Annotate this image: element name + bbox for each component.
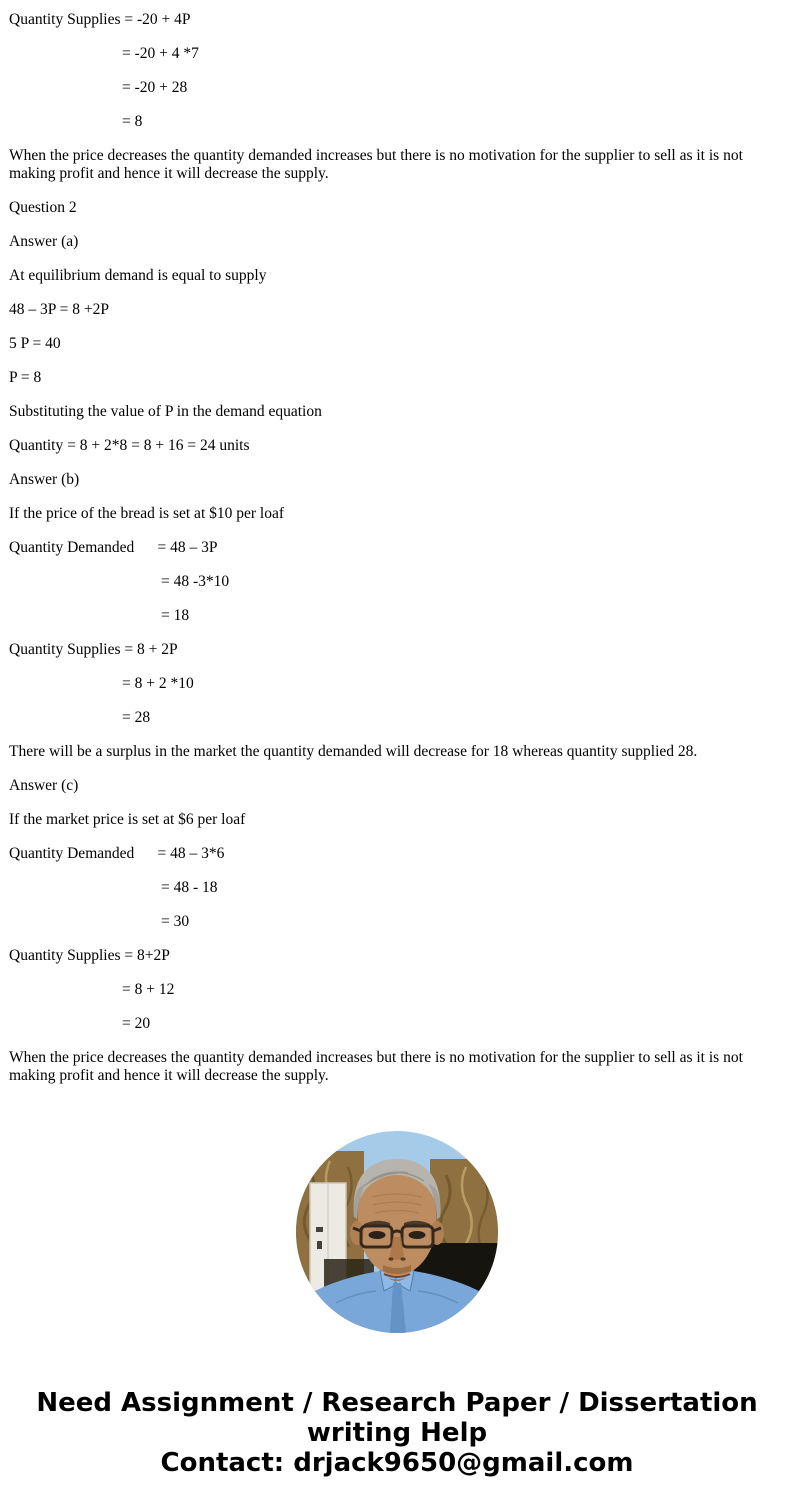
- doc-line: Substituting the value of P in the demand equation: [9, 403, 322, 420]
- doc-line: = 8 + 12: [122, 981, 175, 998]
- doc-line: Quantity = 8 + 2*8 = 8 + 16 = 24 units: [9, 437, 250, 454]
- doc-line: = 8: [122, 113, 143, 130]
- doc-line: Quantity Demanded = 48 – 3P: [9, 539, 218, 556]
- doc-line: There will be a surplus in the market the quantity demanded will decrease for 18 whereas quantity supplied 28.: [9, 743, 698, 760]
- doc-line: = 8 + 2 *10: [122, 675, 194, 692]
- doc-line: = -20 + 4 *7: [122, 45, 199, 62]
- doc-line: Quantity Supplies = -20 + 4P: [9, 11, 191, 28]
- doc-line: When the price decreases the quantity demanded increases but there is no motivation for the supplier to sell as it is not making profit and hence it will decrease the supply.: [9, 147, 747, 182]
- footer-contact-text: Contact: drjack9650@gmail.com: [160, 1448, 634, 1478]
- doc-line: At equilibrium demand is equal to supply: [9, 267, 267, 284]
- doc-line-question-2: Question 2: [9, 199, 77, 216]
- doc-line: = -20 + 28: [122, 79, 188, 96]
- doc-line: = 28: [122, 709, 151, 726]
- doc-line: When the price decreases the quantity demanded increases but there is no motivation for the supplier to sell as it is not making profit and hence it will decrease the supply.: [9, 1049, 747, 1084]
- doc-line: = 48 - 18: [161, 879, 218, 896]
- profile-photo-container: [0, 1131, 794, 1338]
- doc-line: Quantity Supplies = 8 + 2P: [9, 641, 178, 658]
- doc-line-answer-b: Answer (b): [9, 471, 80, 488]
- doc-line: If the price of the bread is set at $10 per loaf: [9, 505, 285, 522]
- profile-photo: [296, 1131, 498, 1333]
- doc-line: Quantity Supplies = 8+2P: [9, 947, 170, 964]
- doc-line: P = 8: [9, 369, 42, 386]
- doc-line: If the market price is set at $6 per loaf: [9, 811, 246, 828]
- doc-line: = 30: [161, 913, 190, 930]
- doc-line: = 20: [122, 1015, 151, 1032]
- footer-help-text: Need Assignment / Research Paper / Dissertation writing Help: [36, 1388, 758, 1448]
- doc-line-answer-c: Answer (c): [9, 777, 79, 794]
- doc-line: 48 – 3P = 8 +2P: [9, 301, 110, 318]
- doc-line: 5 P = 40: [9, 335, 61, 352]
- doc-line: = 48 -3*10: [161, 573, 230, 590]
- doc-line: = 18: [161, 607, 190, 624]
- doc-line: Quantity Demanded = 48 – 3*6: [9, 845, 225, 862]
- doc-line-answer-a: Answer (a): [9, 233, 79, 250]
- footer-ad: [0, 1388, 794, 1478]
